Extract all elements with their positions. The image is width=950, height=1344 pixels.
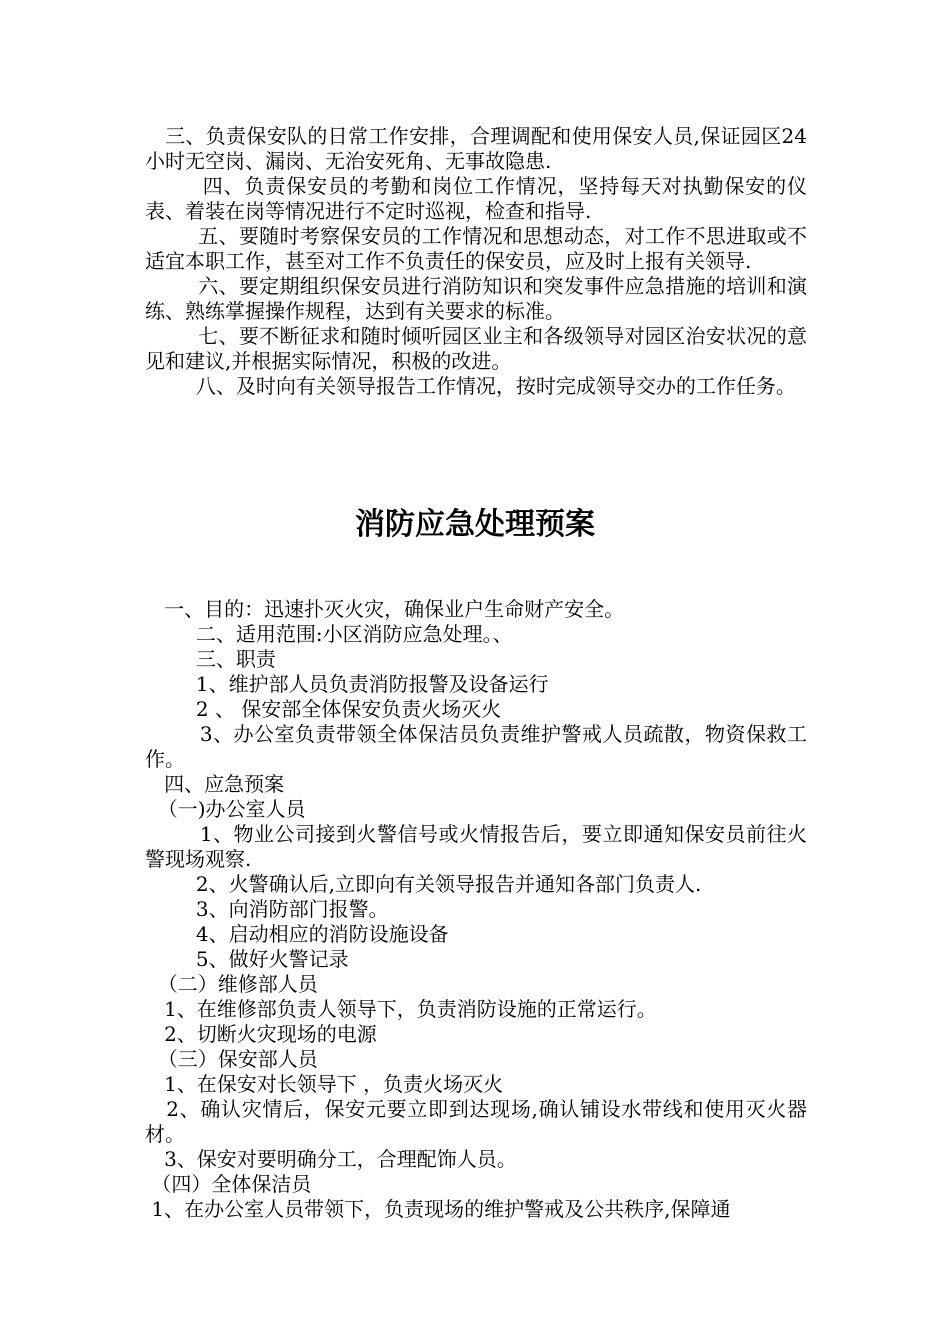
plan-paragraph: 1、在维修部负责人领导下，负责消防设施的正常运行。 — [145, 997, 657, 1021]
duty-paragraph: 四、负责保安员的考勤和岗位工作情况，坚持每天对执勤保安的仪表、着装在岗等情况进行不定时巡视，检查和指导. — [145, 174, 808, 223]
plan-paragraph: 2、确认灾情后，保安元要立即到达现场,确认铺设水带线和使用灭火器材。 — [145, 1097, 807, 1146]
duty-paragraph: 三、负责保安队的日常工作安排，合理调配和使用保安人员,保证园区24小时无空岗、漏岗、无治安死角、无事故隐患. — [145, 124, 807, 173]
plan-paragraph: 5、做好火警记录 — [145, 947, 349, 971]
plan-paragraph: 3、保安对要明确分工，合理配饰人员。 — [145, 1147, 517, 1171]
duty-paragraph: 五、要随时考察保安员的工作情况和思想动态，对工作不思进取或不适宜本职工作，甚至对工作不负责任的保安员，应及时上报有关领导. — [145, 224, 808, 273]
plan-paragraph: （一)办公室人员 — [145, 797, 306, 821]
plan-paragraph: 四、应急预案 — [145, 772, 285, 796]
plan-paragraph: 2 、 保安部全体保安负责火场灭火 — [145, 697, 502, 721]
duties-section — [145, 124, 807, 399]
duty-paragraph: 八、及时向有关领导报告工作情况，按时完成领导交办的工作任务。 — [145, 374, 796, 398]
plan-paragraph: （四）全体保洁员 — [145, 1172, 312, 1196]
plan-paragraph: 二、适用范围:小区消防应急处理。、 — [145, 622, 513, 646]
plan-paragraph: 1、物业公司接到火警信号或火情报告后，要立即通知保安员前往火警现场观察. — [145, 822, 807, 871]
plan-paragraph: 2、火警确认后,立即向有关领导报告并通知各部门负责人. — [145, 872, 702, 896]
plan-paragraph: 1、在办公室人员带领下，负责现场的维护警戒及公共秩序,保障通 — [145, 1197, 731, 1221]
plan-paragraph: （二）维修部人员 — [145, 972, 318, 996]
plan-paragraph: 4、启动相应的消防设施设备 — [145, 922, 449, 946]
plan-paragraph: 一、目的：迅速扑灭火灾，确保业户生命财产安全。 — [145, 597, 625, 621]
plan-paragraph: 三、职责 — [145, 647, 276, 671]
plan-paragraph: 3、办公室负责带领全体保洁员负责维护警戒人员疏散，物资保救工作。 — [145, 722, 807, 771]
plan-paragraph: 3、向消防部门报警。 — [145, 897, 389, 921]
plan-paragraph: 2、切断火灾现场的电源 — [145, 1022, 377, 1046]
document-title: 消防应急处理预案 — [355, 507, 595, 542]
plan-paragraph: 1、维护部人员负责消防报警及设备运行 — [145, 672, 549, 696]
plan-paragraph: （三）保安部人员 — [145, 1047, 318, 1071]
plan-paragraph: 1、在保安对长领导下 ，负责火场灭火 — [145, 1072, 504, 1096]
duty-paragraph: 六、要定期组织保安员进行消防知识和突发事件应急措施的培训和演练、熟练掌握操作规程，达到有关要求的标准。 — [145, 274, 808, 323]
duty-paragraph: 七、要不断征求和随时倾听园区业主和各级领导对园区治安状况的意见和建议,并根据实际情况，积极的改进。 — [145, 324, 808, 373]
fire-plan-section — [145, 597, 807, 1222]
